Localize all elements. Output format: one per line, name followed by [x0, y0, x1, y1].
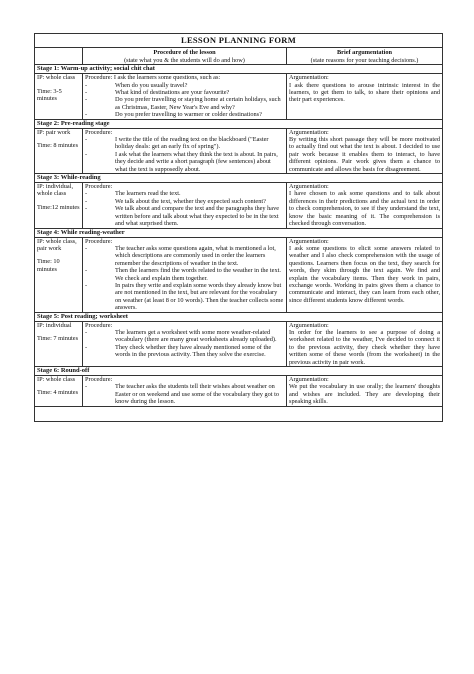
stage-4-ip: IP: whole class, pair work: [37, 237, 77, 252]
form-table: [34, 33, 443, 422]
lesson-planning-form: [34, 33, 442, 422]
stage-1-ip: IP: whole class: [37, 74, 76, 82]
stage-4-content-row: [35, 237, 443, 312]
stage-2-argument-label: Argumentation:: [289, 128, 329, 136]
stage-4-procedure-item: [85, 245, 284, 267]
stage-5-content-row: [35, 321, 443, 366]
bullet-dash: -: [85, 111, 88, 119]
stage-1-procedure-item: [85, 89, 284, 96]
form-title: LESSON PLANNING FORM: [35, 34, 443, 48]
stage-6-procedure-item-text: The teacher asks the students tell their wishes about weather on Easter or on weekend and use some of the vocabulary they got to know during the lesson.: [115, 383, 280, 406]
stage-1-procedure-label: Procedure: I ask the learners some questions, such as:: [85, 74, 221, 82]
stage-2-procedure-item: [85, 136, 284, 151]
stages-body: [35, 65, 443, 406]
stage-3-procedure-label: Procedure:: [85, 183, 113, 191]
bullet-dash: -: [85, 328, 88, 336]
stage-5-title-row: [35, 312, 443, 321]
bullet-dash: -: [85, 190, 88, 198]
stage-1-content-row: [35, 74, 443, 119]
stage-5-procedure-item: [85, 329, 284, 344]
stage-2-argument-text: By writing this short passage they will be more motivated to actually find out what the text is about. I decided to use pair work because it enables them to interact, to have different opinions. Pair work gives them a chance to communicate and allows the basis for disagreement.: [289, 136, 441, 173]
stage-6-ip: IP: whole class: [37, 376, 76, 383]
stage-2-content-row: [35, 128, 443, 173]
stage-2-argument-cell: [287, 128, 443, 173]
stage-4-argument-cell: [287, 237, 443, 312]
stage-1-procedure-item: [85, 82, 284, 89]
stage-4-procedure-cell: [83, 237, 287, 312]
stage-4-procedure-item-text: In pairs they write and explain some words they already know but are not mentioned in the text, but are relevant for the vocabulary on weather (at least 8 or 10 words). Then the teacher collects some answers.: [115, 281, 284, 312]
stage-5-title: Stage 5: Post reading; worksheet: [35, 312, 443, 321]
stage-1-argument-label: Argumentation:: [289, 74, 329, 82]
stage-3-procedure-item: [85, 205, 284, 227]
stage-5-ip-cell: [35, 321, 83, 366]
stage-6-procedure-label: Procedure:: [85, 376, 113, 383]
stage-6-content-row: [35, 376, 443, 407]
stage-1-procedure-item-text: Do you prefer travelling to warmer or colder destinations?: [115, 111, 262, 119]
header-blank: [35, 48, 83, 65]
bullet-dash: -: [85, 150, 88, 158]
stage-3-procedure-item: [85, 190, 284, 197]
stage-3-argument-text: I have chosen to ask some questions and to talk about differences in their predictions and the actual text in order to check comprehension, to see if they understand the text, know the basic meaning of it. The comprehension is checked through conversation.: [289, 190, 441, 228]
stage-2-ip: IP: pair work: [37, 128, 71, 136]
stage-6-argument-label: Argumentation:: [289, 376, 329, 383]
stage-4-procedure-label: Procedure:: [85, 237, 113, 245]
stage-2-title: Stage 2: Pre-reading stage: [35, 119, 443, 128]
stage-6-procedure-cell: [83, 376, 287, 407]
stage-4-argument-label: Argumentation:: [289, 237, 329, 245]
stage-6-time: Time: 4 minutes: [37, 389, 79, 397]
bullet-dash: -: [85, 89, 88, 96]
bullet-dash: -: [85, 244, 88, 252]
stage-1-time: Time: 3-5 minutes: [37, 87, 62, 102]
stage-1-ip-cell: [35, 74, 83, 119]
stage-4-procedure-item: [85, 282, 284, 312]
stage-5-argument-text: In order for the learners to see a purpose of doing a worksheet related to the weather, I've decided to connect it to the previous activity, they check whether they have written some of these words (from the worksheet) in the previous activity in pair work.: [289, 328, 441, 366]
stage-1-procedure-item-text: What kind of destinations are your favourite?: [115, 89, 230, 96]
stage-3-time: Time:12 minutes: [37, 203, 80, 211]
stage-3-argument-cell: [287, 183, 443, 228]
stage-4-title: Stage 4: While reading-weather: [35, 228, 443, 237]
stage-4-title-row: [35, 228, 443, 237]
stage-3-procedure-item-text: The learners read the text.: [115, 190, 181, 198]
stage-4-time: Time: 10 minutes: [37, 258, 60, 273]
stage-1-procedure-cell: [83, 74, 287, 119]
stage-2-procedure-label: Procedure:: [85, 128, 113, 136]
stage-2-procedure-cell: [83, 128, 287, 173]
stage-2-ip-cell: [35, 128, 83, 173]
stage-6-procedure-item: [85, 383, 284, 405]
stage-6-argument-text: We put the vocabulary in use orally; the learners' thoughts and wishes are included. They are developing their speaking skills.: [289, 383, 441, 406]
empty-bottom-row: [35, 406, 443, 421]
stage-3-procedure-item-text: We talk about and compare the text and the paragraphs they have written before and talk about what they expected to be in the text and what surprised them.: [115, 205, 280, 228]
stage-2-time: Time: 8 minutes: [37, 142, 79, 150]
argument-header: [287, 48, 443, 65]
title-row: [35, 34, 443, 48]
stage-5-procedure-label: Procedure:: [85, 321, 113, 329]
stage-3-procedure-item: [85, 198, 284, 205]
stage-1-title-row: [35, 65, 443, 74]
bullet-dash: -: [85, 267, 88, 275]
stage-3-ip-cell: [35, 183, 83, 228]
stage-5-procedure-item-text: They check whether they have already mentioned some of the words in the previous activity. Then they solve the exercise.: [115, 343, 272, 359]
stage-4-procedure-item: [85, 267, 284, 282]
stage-6-title: Stage 6: Round-off: [35, 367, 443, 376]
stage-6-title-row: [35, 367, 443, 376]
bullet-dash: -: [85, 197, 88, 205]
bullet-dash: -: [85, 81, 88, 89]
header-row: [35, 48, 443, 65]
stage-5-procedure-cell: [83, 321, 287, 366]
stage-4-ip-cell: [35, 237, 83, 312]
stage-2-procedure-item-text: I write the title of the reading text on the blackboard ("Easter holiday deals: get an early fix of spring").: [115, 136, 269, 151]
stage-1-argument-text: I ask there questions to arouse intrinsic interest in the learners, to get them to talk, to share their opinions and their part experiences.: [289, 81, 441, 104]
stage-5-time: Time: 7 minutes: [37, 334, 79, 342]
stage-6-argument-cell: [287, 376, 443, 407]
stage-3-ip: IP: individual, whole class: [37, 183, 74, 198]
procedure-header: [83, 48, 287, 65]
argument-header-title: Brief argumentation: [336, 49, 393, 56]
stage-2-procedure-item: [85, 151, 284, 173]
stage-3-procedure-cell: [83, 183, 287, 228]
bullet-dash: -: [85, 136, 88, 144]
stage-1-title: Stage 1: Warm-up activity; social chit chat: [35, 65, 443, 74]
stage-3-content-row: [35, 183, 443, 228]
stage-3-argument-label: Argumentation:: [289, 183, 329, 191]
stage-3-title-row: [35, 174, 443, 183]
bullet-dash: -: [85, 343, 88, 351]
stage-6-ip-cell: [35, 376, 83, 407]
bullet-dash: -: [85, 281, 88, 289]
stage-2-procedure-item-text: I ask what the learners what they think the text is about. In pairs, they decide and write a short paragraph (few sentences) about what the text is supposedly about.: [115, 150, 278, 173]
stage-4-argument-text: I ask some questions to elicit some answers related to weather and I also check comprehension with the usage of questions. Learners then focus on the text, they search for words, they skim through the text again. We find and explain the vocabulary items. Then they work in pairs, exchange words. Working in pairs gives them a chance to communicate and interact, they can learn from each other, since different students know different words.: [289, 244, 441, 304]
bullet-dash: -: [85, 96, 88, 104]
bullet-dash: -: [85, 383, 88, 391]
stage-5-procedure-item: [85, 344, 284, 359]
procedure-header-title: Procedure of the lesson: [153, 49, 216, 56]
procedure-header-sub: (state what you & the students will do and how): [124, 56, 245, 64]
stage-4-procedure-item-text: Then the learners find the words related to the weather in the text. We check and explain them together.: [115, 267, 281, 282]
stage-5-argument-label: Argumentation:: [289, 321, 329, 329]
stage-1-procedure-item-text: Do you prefer travelling or staying home at certain holidays, such as Christmas, Easter, New Year's Eve and why?: [115, 96, 281, 111]
stage-5-argument-cell: [287, 321, 443, 366]
argument-header-sub: (state reasons for your teaching decisions.): [310, 56, 419, 64]
stage-3-title: Stage 3: While-reading: [35, 174, 443, 183]
empty-bottom-cell: [35, 406, 443, 421]
stage-3-procedure-item-text: We talk about the text, whether they expected such content?: [115, 197, 266, 205]
stage-5-ip: IP: individual: [37, 321, 72, 329]
stage-1-procedure-item: [85, 111, 284, 118]
stage-1-procedure-item-text: When do you usually travel?: [115, 81, 188, 89]
stage-1-procedure-item: [85, 96, 284, 111]
stage-2-title-row: [35, 119, 443, 128]
bullet-dash: -: [85, 205, 88, 213]
stage-5-procedure-item-text: The learners get a worksheet with some more weather-related vocabulary (there are many great worksheets already uploaded).: [115, 328, 277, 344]
stage-1-argument-cell: [287, 74, 443, 119]
stage-4-procedure-item-text: The teacher asks some questions again, what is mentioned a lot, which descriptions are commonly used in order the learners remember the descriptions of weather in the text.: [115, 244, 276, 267]
